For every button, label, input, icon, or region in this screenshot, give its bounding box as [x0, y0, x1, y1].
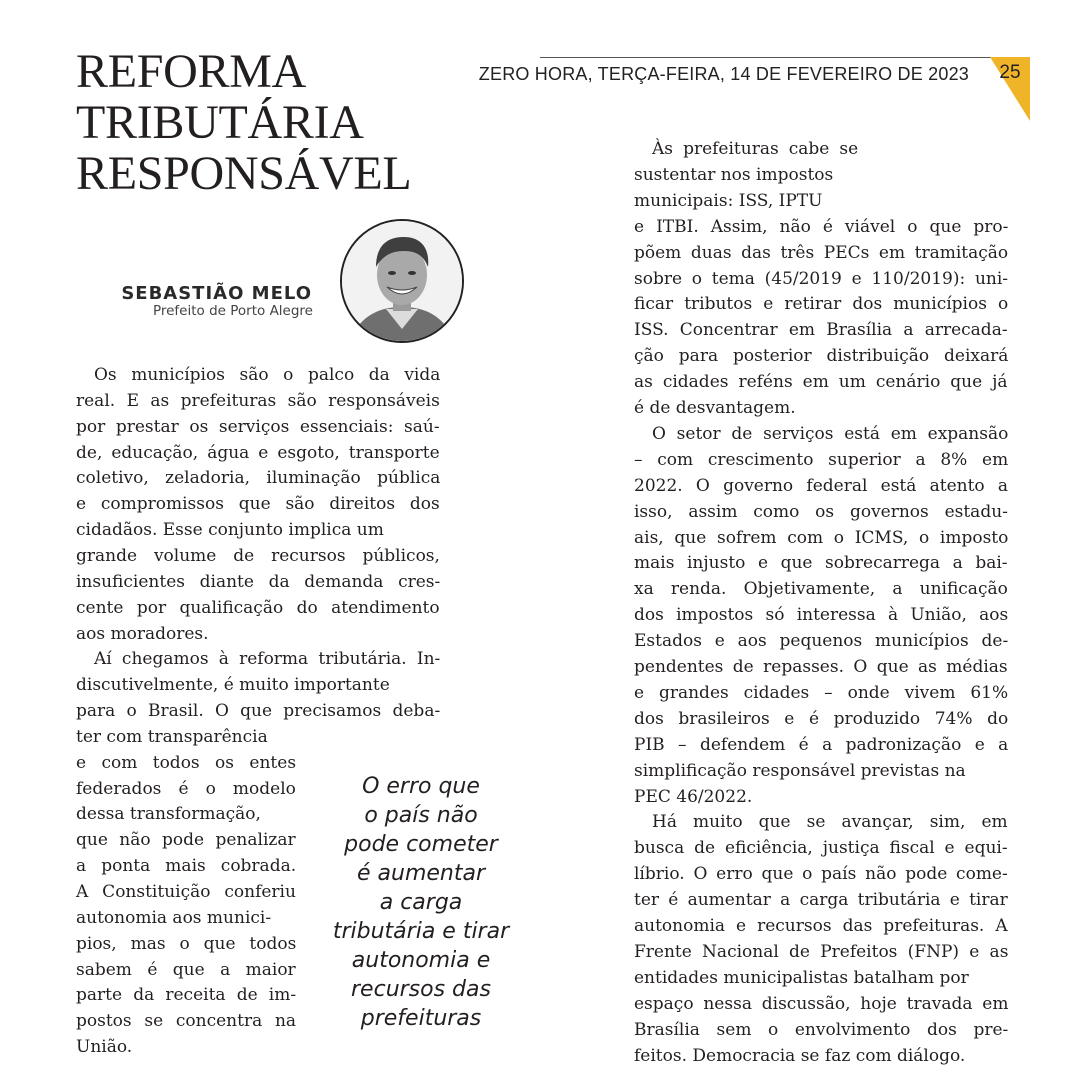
pull-quote-line: O erro que [362, 774, 480, 799]
body-text-line: Frente Nacional de Prefeitos (FNP) e as [634, 941, 1009, 962]
portrait-illustration [342, 221, 462, 341]
body-text-line: federados é o modelo [76, 778, 296, 799]
body-text-line: sobre o tema (45/2019 e 110/2019): uni- [634, 268, 1009, 289]
pull-quote [316, 772, 526, 1033]
body-text-line: que não pode penalizar [76, 830, 296, 851]
headline-line: RESPONSÁVEL [76, 147, 412, 200]
body-text-line: parte da receita de im- [76, 985, 297, 1006]
body-text-line: dos brasileiros e é produzido 74% do [634, 708, 1009, 729]
pull-quote-line: o país não [364, 803, 478, 828]
header-rule [540, 57, 1030, 58]
headline-line: REFORMA [76, 45, 306, 98]
body-text-line: ção para posterior distribuição deixará [634, 346, 1009, 367]
body-text-line: cidadãos. Esse conjunto implica um [76, 520, 384, 541]
body-text-line: municipais: ISS, IPTU [634, 190, 823, 211]
body-text-line: e compromissos que são direitos dos [76, 494, 440, 515]
body-text-line: Há muito que se avançar, sim, em [652, 812, 1008, 833]
body-text-line: real. E as prefeituras são responsáveis [76, 390, 440, 411]
body-text-line: grande volume de recursos públicos, [76, 545, 440, 566]
body-text-line: xa renda. Objetivamente, a unificação [634, 579, 1008, 600]
body-text-line: insuficientes diante da demanda cres- [76, 571, 441, 592]
body-text-line: para o Brasil. O que precisamos deba- [76, 701, 441, 722]
body-text-line: dos impostos só interessa à União, aos [634, 605, 1009, 626]
body-text-line: PIB – defendem é a padronização e a [634, 734, 1009, 755]
body-text-line: 2022. O governo federal está atento a [634, 475, 1009, 496]
author-name: SEBASTIÃO MELO [121, 283, 312, 304]
author-role: Prefeito de Porto Alegre [152, 303, 313, 319]
body-text-line: de, educação, água e esgoto, transporte [76, 442, 440, 463]
body-text-line: ais, que sofrem com o ICMS, o imposto [634, 527, 1009, 548]
pull-quote-line: prefeituras [360, 1006, 482, 1031]
body-text-line: autonomia aos munici- [76, 907, 272, 928]
body-text-line: e grandes cidades – onde vivem 61% [634, 682, 1009, 703]
body-text-line: – com crescimento superior a 8% em [634, 449, 1009, 470]
page-number: 25 [999, 62, 1021, 83]
body-text-line: entidades municipalistas batalham por [634, 967, 969, 988]
body-text-line: põem duas das três PECs em tramitação [634, 242, 1009, 263]
body-text-line: A Constituição conferiu [76, 882, 296, 902]
publication-dateline: ZERO HORA, TERÇA-FEIRA, 14 DE FEVEREIRO DE 2023 [478, 64, 969, 84]
body-text-line: ter com transparência [76, 726, 268, 747]
body-text-line: Às prefeituras cabe se [652, 139, 859, 159]
body-text-line: pendentes de repasses. O que as médias [634, 657, 1008, 677]
body-text-line: sabem é que a maior [76, 959, 296, 980]
body-text-line: PEC 46/2022. [634, 786, 753, 807]
body-text-line: é de desvantagem. [634, 398, 796, 418]
body-text-line: autonomia e recursos das prefeituras. A [634, 916, 1008, 936]
body-text-line: Aí chegamos à reforma tributária. In- [94, 649, 441, 670]
pull-quote-line: pode cometer [344, 832, 498, 857]
pull-quote-line: tributária e tirar [332, 919, 510, 944]
pull-quote-line: recursos das [351, 977, 491, 1002]
body-text-line: e com todos os entes [76, 752, 297, 773]
body-text-line: cente por qualificação do atendimento [76, 597, 440, 618]
body-text-line: a ponta mais cobrada. [76, 856, 297, 877]
body-text-line: feitos. Democracia se faz com diálogo. [634, 1045, 966, 1066]
body-text-line: coletivo, zeladoria, iluminação pública [76, 468, 441, 489]
body-text-line: ISS. Concentrar em Brasília a arrecada- [634, 320, 1008, 341]
headline [76, 46, 411, 199]
body-text-line: por prestar os serviços essenciais: saú- [76, 416, 440, 437]
body-text-line: Estados e aos pequenos municípios de- [634, 631, 1009, 652]
pull-quote-line: autonomia e [351, 948, 491, 973]
author-portrait [340, 219, 464, 343]
body-text-line: Os municípios são o palco da vida [94, 365, 441, 385]
body-text-line: busca de eficiência, justiça fiscal e equi- [634, 838, 1008, 859]
body-text-line: e ITBI. Assim, não é viável o que pro- [634, 216, 1009, 237]
body-text-line: dessa transformação, [76, 804, 261, 825]
pull-quote-line: a carga [379, 890, 463, 915]
body-text-line: espaço nessa discussão, hoje travada em [634, 993, 1009, 1014]
headline-line: TRIBUTÁRIA [76, 96, 364, 149]
body-text-line: pios, mas o que todos [76, 933, 297, 954]
body-text-line: líbrio. O erro que o país não pode come- [634, 864, 1008, 885]
pull-quote-line: é aumentar [356, 861, 485, 886]
body-text-line: ter é aumentar a carga tributária e tirar [634, 890, 1008, 911]
body-text-line: postos se concentra na [76, 1011, 297, 1032]
body-text-line: aos moradores. [76, 623, 209, 644]
body-text-line: O setor de serviços está em expansão [652, 423, 1009, 444]
body-text-line: as cidades reféns em um cenário que já [634, 372, 1008, 393]
body-text-line: discutivelmente, é muito importante [76, 675, 390, 696]
body-text-line: Brasília sem o envolvimento dos pre- [634, 1019, 1009, 1040]
body-text-line: sustentar nos impostos [634, 164, 834, 185]
body-text-line: União. [76, 1037, 133, 1058]
body-text-line: simplificação responsável previstas na [634, 760, 966, 781]
body-text-line: ficar tributos e retirar dos municípios o [634, 294, 1009, 315]
body-text-line: mais injusto e que sobrecarrega a bai- [634, 553, 1008, 574]
body-text-line: isso, assim como os governos estadu- [634, 501, 1008, 522]
